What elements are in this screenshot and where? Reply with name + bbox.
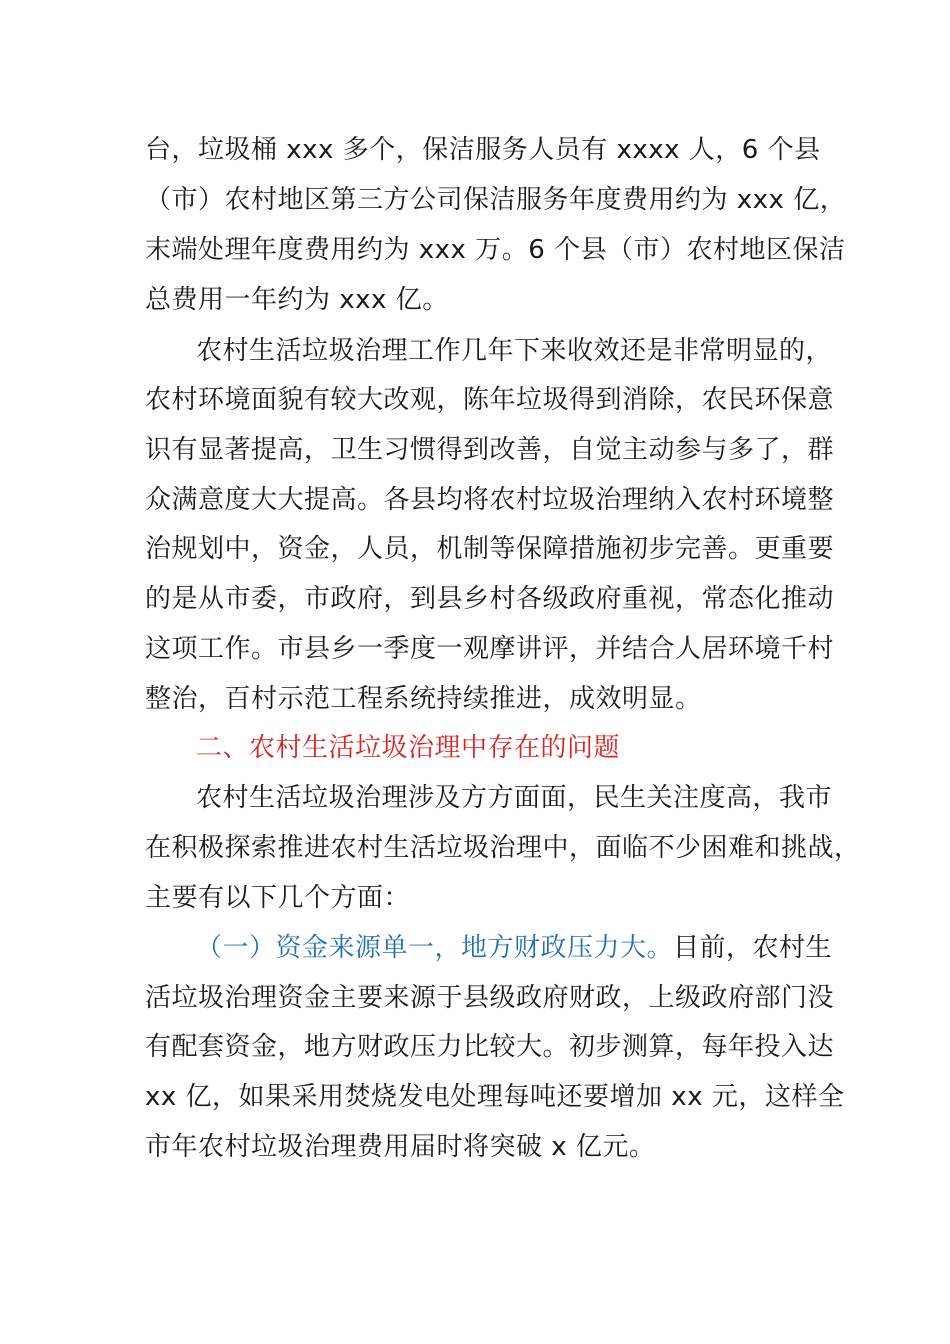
paragraph-line: 的是从市委，市政府，到县乡村各级政府重视，常态化推动 bbox=[145, 584, 835, 614]
paragraph-line: 台，垃圾桶 xxx 多个，保洁服务人员有 xxxx 人，6 个县 bbox=[145, 135, 821, 165]
paragraph-line: 众满意度大大提高。各县均将农村垃圾治理纳入农村环境整 bbox=[145, 485, 835, 515]
paragraph-line: 这项工作。市县乡一季度一观摩讲评，并结合人居环境千村 bbox=[145, 634, 835, 664]
paragraph-line: 市年农村垃圾治理费用届时将突破 x 亿元。 bbox=[145, 1132, 656, 1162]
paragraph-text: 目前，农村生 bbox=[673, 933, 833, 963]
paragraph-line: 农村环境面貌有较大改观，陈年垃圾得到消除，农民环保意 bbox=[145, 385, 835, 415]
section-heading: 二、农村生活垃圾治理中存在的问题 bbox=[196, 733, 621, 763]
paragraph-line: 识有显著提高，卫生习惯得到改善，自觉主动参与多了，群 bbox=[145, 435, 835, 465]
paragraph-line: 在积极探索推进农村生活垃圾治理中，面临不少困难和挑战， bbox=[145, 833, 861, 863]
paragraph-line: 治规划中，资金，人员，机制等保障措施初步完善。更重要 bbox=[145, 534, 835, 564]
subheading-line bbox=[196, 931, 832, 965]
subheading: （一）资金来源单一，地方财政压力大。 bbox=[196, 933, 674, 963]
paragraph-line: 主要有以下几个方面： bbox=[145, 883, 411, 913]
paragraph-line: 农村生活垃圾治理工作几年下来收效还是非常明显的， bbox=[196, 336, 833, 366]
paragraph-line: 总费用一年约为 xxx 亿。 bbox=[145, 285, 449, 315]
paragraph-line: 末端处理年度费用约为 xxx 万。6 个县（市）农村地区保洁 bbox=[145, 235, 846, 265]
paragraph-line: （市）农村地区第三方公司保洁服务年度费用约为 xxx 亿， bbox=[145, 185, 847, 215]
paragraph-line: 有配套资金，地方财政压力比较大。初步测算，每年投入达 bbox=[145, 1032, 835, 1062]
paragraph-line: 活垃圾治理资金主要来源于县级政府财政，上级政府部门没 bbox=[145, 983, 835, 1013]
paragraph-line: xx 亿，如果采用焚烧发电处理每吨还要增加 xx 元，这样全 bbox=[145, 1082, 845, 1112]
paragraph-line: 整治，百村示范工程系统持续推进，成效明显。 bbox=[145, 684, 702, 714]
paragraph-line: 农村生活垃圾治理涉及方方面面，民生关注度高，我市 bbox=[196, 783, 833, 813]
